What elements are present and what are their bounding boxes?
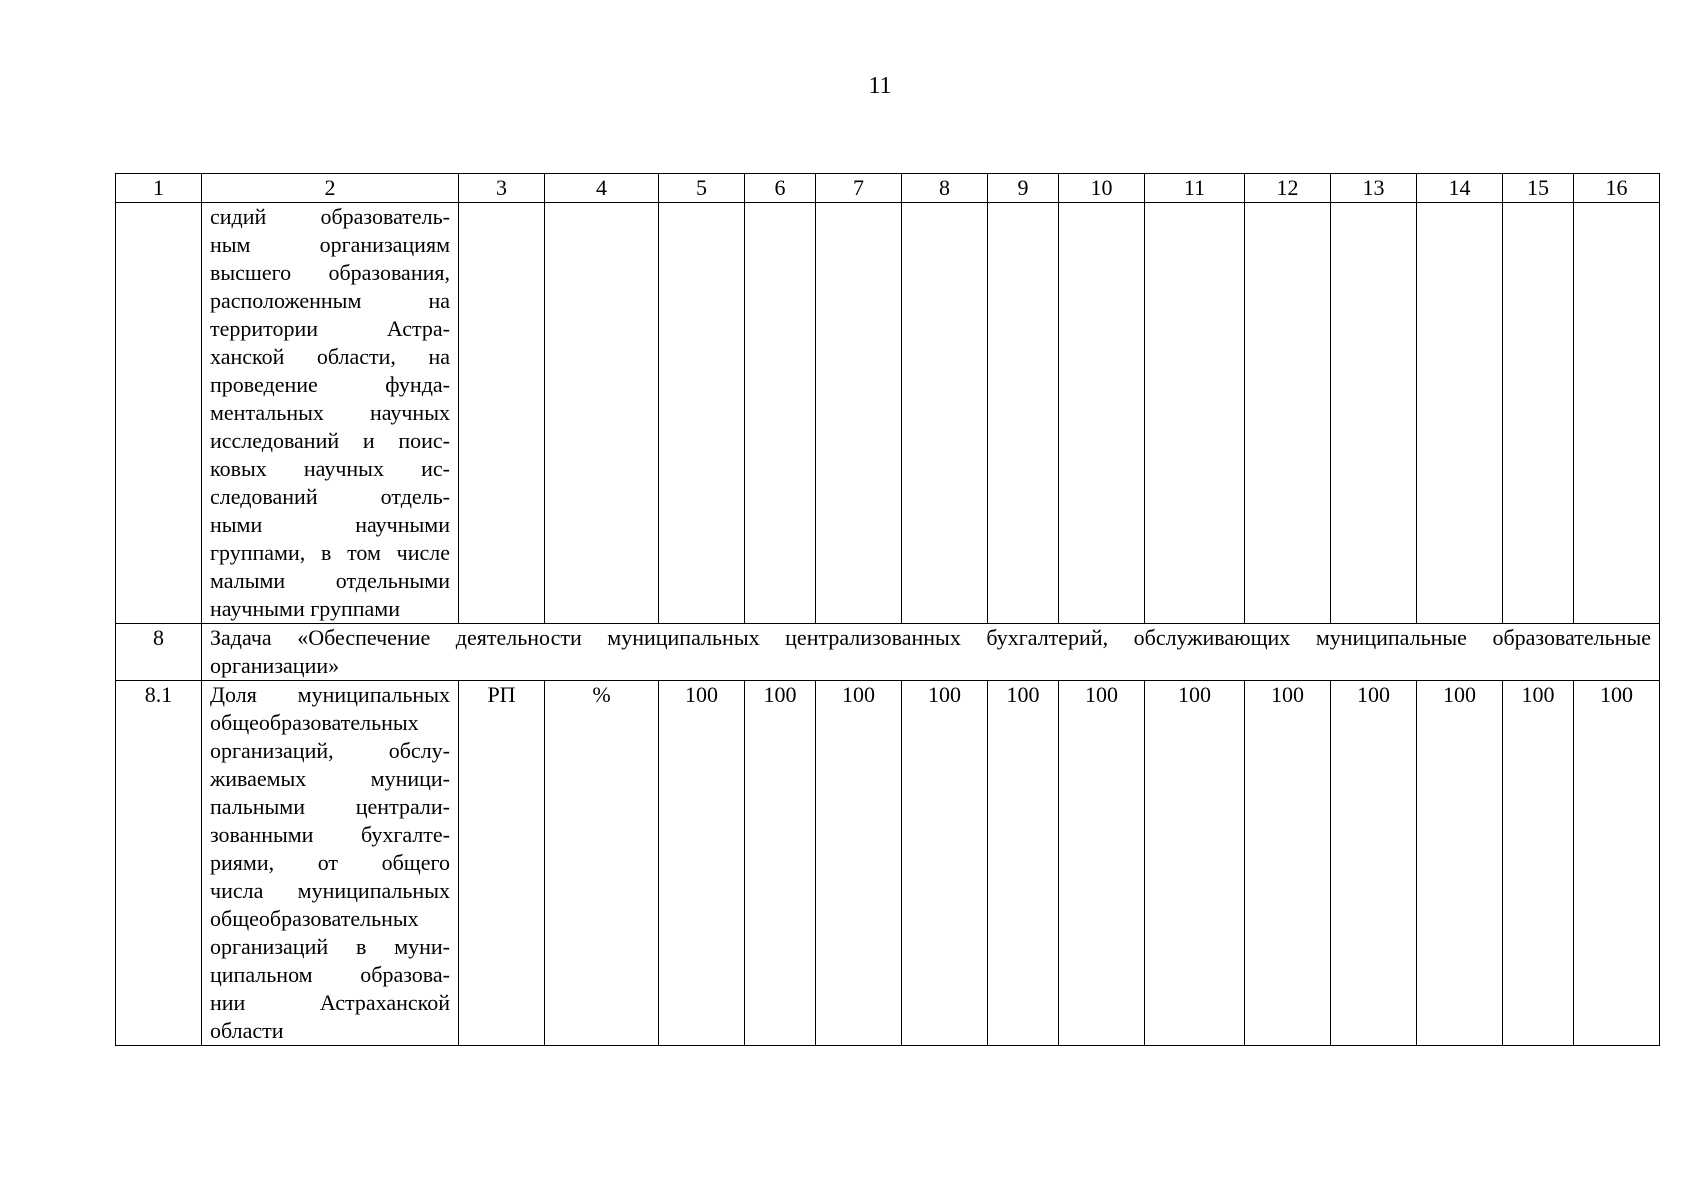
- description-line: общеобразовательных: [210, 906, 419, 931]
- empty-cell: [1417, 203, 1503, 624]
- description-line: территории Астра-: [210, 316, 450, 341]
- empty-cell: [1574, 203, 1660, 624]
- row-description: [202, 203, 459, 624]
- value-cell: 100: [745, 681, 816, 1046]
- description-line: сидий образователь-: [210, 204, 450, 229]
- task-row: [116, 624, 1660, 681]
- description-line: организаций в муни-: [210, 934, 450, 959]
- header-cell: 8: [902, 174, 988, 203]
- value-cell: 100: [1417, 681, 1503, 1046]
- unit-cell: %: [545, 681, 659, 1046]
- header-cell: 14: [1417, 174, 1503, 203]
- row-number-cell: [116, 203, 202, 624]
- description-line: ханской области, на: [210, 344, 450, 369]
- task-description: [202, 624, 1660, 681]
- description-line: высшего образования,: [210, 260, 450, 285]
- empty-cell: [745, 203, 816, 624]
- row-number-cell: 8: [116, 624, 202, 681]
- empty-cell: [1059, 203, 1145, 624]
- header-row: [116, 174, 1660, 203]
- row-description: [202, 681, 459, 1046]
- header-cell: 11: [1145, 174, 1245, 203]
- header-cell: 4: [545, 174, 659, 203]
- description-line: общеобразовательных: [210, 710, 419, 735]
- value-cell: 100: [1503, 681, 1574, 1046]
- description-line: организаций, обслу-: [210, 738, 450, 763]
- description-line: следований отдель-: [210, 484, 450, 509]
- value-cell: 100: [988, 681, 1059, 1046]
- header-cell: 7: [816, 174, 902, 203]
- header-cell: 1: [116, 174, 202, 203]
- header-cell: 9: [988, 174, 1059, 203]
- description-line: области: [210, 1018, 284, 1043]
- indicators-table: [115, 173, 1660, 1046]
- header-cell: 16: [1574, 174, 1660, 203]
- description-line: научными группами: [210, 596, 400, 621]
- header-cell: 10: [1059, 174, 1145, 203]
- description-line: ными научными: [210, 512, 450, 537]
- header-cell: 12: [1245, 174, 1331, 203]
- description-line: исследований и поис-: [210, 428, 450, 453]
- description-line: ным организациям: [210, 232, 450, 257]
- description-line: числа муниципальных: [210, 878, 450, 903]
- description-line: Доля муниципальных: [210, 682, 450, 707]
- description-line: ципальном образова-: [210, 962, 450, 987]
- value-cell: 100: [1331, 681, 1417, 1046]
- empty-cell: [459, 203, 545, 624]
- header-cell: 15: [1503, 174, 1574, 203]
- empty-cell: [545, 203, 659, 624]
- value-cell: 100: [902, 681, 988, 1046]
- value-cell: 100: [1245, 681, 1331, 1046]
- empty-cell: [988, 203, 1059, 624]
- value-cell: 100: [816, 681, 902, 1046]
- description-line: пальными централи-: [210, 794, 450, 819]
- description-line: ментальных научных: [210, 400, 450, 425]
- value-cell: 100: [1145, 681, 1245, 1046]
- empty-cell: [659, 203, 745, 624]
- value-cell: 100: [659, 681, 745, 1046]
- page-number: 11: [868, 73, 892, 99]
- header-cell: 13: [1331, 174, 1417, 203]
- header-cell: 3: [459, 174, 545, 203]
- task-line: организации»: [210, 653, 340, 678]
- empty-cell: [816, 203, 902, 624]
- description-line: зованными бухгалте-: [210, 822, 450, 847]
- empty-cell: [1145, 203, 1245, 624]
- header-cell: 6: [745, 174, 816, 203]
- description-line: малыми отдельными: [210, 568, 450, 593]
- description-line: группами, в том числе: [210, 540, 450, 565]
- description-line: расположенным на: [210, 288, 450, 313]
- description-line: нии Астраханской: [210, 990, 450, 1015]
- header-cell: 2: [202, 174, 459, 203]
- description-line: риями, от общего: [210, 850, 450, 875]
- indicator-row: [116, 681, 1660, 1046]
- description-line: живаемых муници-: [210, 766, 450, 791]
- row-number-cell: 8.1: [116, 681, 202, 1046]
- description-line: ковых научных ис-: [210, 456, 450, 481]
- empty-cell: [902, 203, 988, 624]
- task-line: Задача «Обеспечение деятельности муниципальных централизованных бухгалтерий, обслуживающих муниципальные образовательные: [210, 625, 1651, 650]
- empty-cell: [1245, 203, 1331, 624]
- header-cell: 5: [659, 174, 745, 203]
- continued-row: [116, 203, 1660, 624]
- source-cell: РП: [459, 681, 545, 1046]
- empty-cell: [1331, 203, 1417, 624]
- description-line: проведение фунда-: [210, 372, 450, 397]
- empty-cell: [1503, 203, 1574, 624]
- value-cell: 100: [1059, 681, 1145, 1046]
- value-cell: 100: [1574, 681, 1660, 1046]
